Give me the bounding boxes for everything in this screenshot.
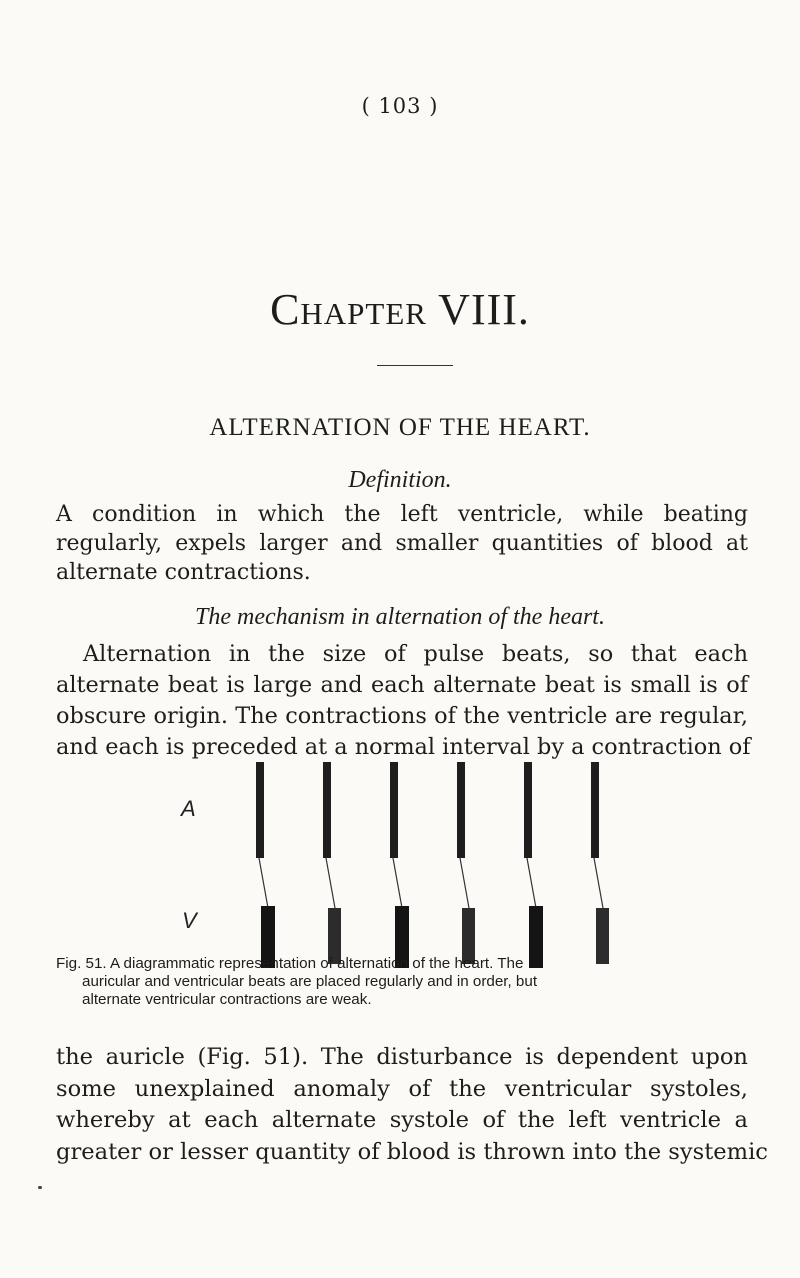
caption-line: Fig. 51. A diagrammatic representation of alternation of the heart. The [56, 955, 524, 972]
continuation-line: the auricle (Fig. 51). The disturbance is dependent upon [56, 1044, 748, 1070]
auricular-beat [457, 762, 465, 858]
section-title: ALTERNATION OF THE HEART. [209, 414, 591, 441]
continuation-line: whereby at each alternate systole of the left ventricle a [56, 1107, 748, 1133]
continuation-paragraph [56, 1042, 768, 1168]
page-number: ( 103 ) [361, 94, 439, 118]
conduction-line [259, 858, 268, 908]
beats-group [256, 762, 609, 968]
definition-paragraph [56, 500, 748, 587]
conduction-line [393, 858, 402, 908]
definition-line: alternate contractions. [56, 560, 311, 585]
definition-line: regularly, expels larger and smaller quantities of blood at [56, 531, 748, 556]
title-divider [377, 365, 453, 366]
conduction-line [326, 858, 335, 908]
mechanism-paragraph [56, 639, 751, 763]
figure-caption [56, 955, 756, 1009]
definition-line: A condition in which the left ventricle, while beating [56, 502, 748, 527]
mechanism-heading: The mechanism in alternation of the heart. [195, 604, 605, 630]
mechanism-line: Alternation in the size of pulse beats, so that each [83, 641, 748, 667]
conduction-line [527, 858, 536, 908]
continuation-line: some unexplained anomaly of the ventricular systoles, [56, 1075, 748, 1102]
mechanism-line: alternate beat is large and each alternate beat is small is of [56, 672, 748, 698]
print-speck [38, 1186, 42, 1189]
conduction-line [460, 858, 469, 908]
chapter-title: Chapter VIII. [270, 285, 530, 334]
definition-heading: Definition. [348, 467, 452, 493]
mechanism-line: and each is preceded at a normal interval by a contraction of [56, 734, 751, 760]
ventricle-label: V [182, 908, 197, 933]
auricular-beat [390, 762, 398, 858]
caption-line: auricular and ventricular beats are placed regularly and in order, but [82, 973, 538, 990]
auricular-beat [323, 762, 331, 858]
conduction-line [594, 858, 603, 908]
alternation-diagram [160, 758, 640, 980]
auricular-beat [591, 762, 599, 858]
auricular-beat [256, 762, 264, 858]
auricle-label: A [181, 796, 196, 821]
auricular-beat [524, 762, 532, 858]
caption-line: alternate ventricular contractions are weak. [82, 991, 372, 1008]
mechanism-line: obscure origin. The contractions of the ventricle are regular, [56, 703, 748, 729]
continuation-line: greater or lesser quantity of blood is thrown into the systemic [56, 1138, 768, 1165]
